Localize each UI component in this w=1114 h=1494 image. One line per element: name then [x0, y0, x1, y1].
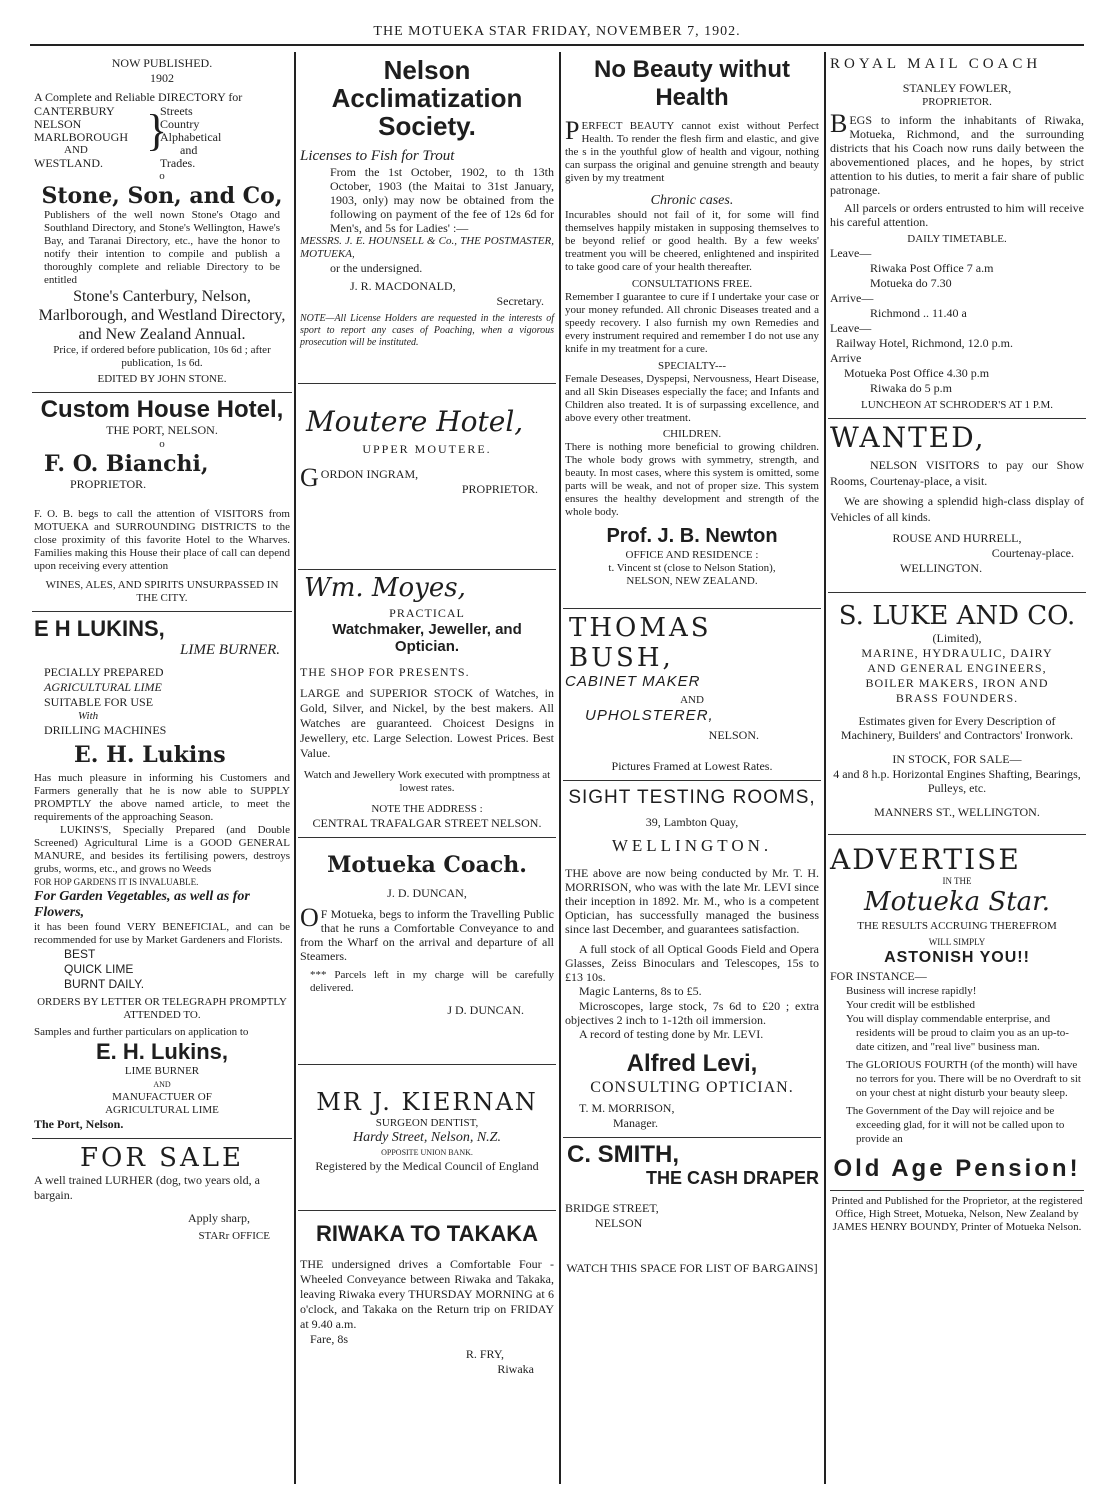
sight-record: A record of testing done by Mr. LEVI.: [579, 1027, 764, 1041]
advertise-results: THE RESULTS ACCRUING THEREFROM: [857, 920, 1057, 932]
society-body: From the 1st October, 1902, to th 13th October, 1903 (the Maitai to 31st January, 1903, only) may now be obtained from the following on payment of the fee of 12s 6d for Men's, and 5s for Ladies' :—: [330, 165, 554, 235]
bush-name: THOMAS BUSH,: [569, 613, 712, 673]
wanted-firm: ROUSE AND HURRELL,: [892, 531, 1022, 545]
kiernan-name: MR J. KIERNAN: [316, 1088, 538, 1116]
moyes-name: Wm. Moyes,: [304, 573, 466, 603]
luke-limited: (Limited),: [932, 631, 982, 645]
smith-title: THE CASH DRAPER: [645, 1168, 819, 1188]
luke-stock: IN STOCK, FOR SALE—: [892, 752, 1022, 766]
moyes-note: NOTE THE ADDRESS :: [371, 803, 483, 815]
kiernan-registered: Registered by the Medical Council of England: [315, 1159, 539, 1173]
smith-city: NELSON: [595, 1216, 643, 1230]
advertise-ad: [828, 835, 1086, 1240]
bush-pictures: Pictures Framed at Lowest Rates.: [611, 759, 773, 773]
riwaka-body: THE undersigned drives a Comfortable Four - Wheeled Conveyance between Riwaka and Takaka, leaving Riwaka every THURSDAY MORNING at 6 o'clock, and Takaka on the Return trip on FRIDAY at 9.40 a.m.: [300, 1257, 554, 1331]
coach-signature: J D. DUNCAN.: [447, 1003, 524, 1017]
riwaka-takaka-ad: [298, 1211, 556, 1383]
separator: o: [159, 438, 165, 450]
riwaka-heading: RIWAKA TO TAKAKA: [315, 1221, 539, 1246]
directory-editor: EDITED BY JOHN STONE.: [97, 373, 227, 385]
kiernan-title: SURGEON DENTIST,: [375, 1117, 479, 1129]
sight-micro: Microscopes, large stock, 7s 6d to £20 ; extra objectives 2 inch to 1-12th oil immersion.: [565, 999, 819, 1027]
proprietor-label: PROPRIETOR.: [70, 477, 147, 491]
smith-watch: WATCH THIS SPACE FOR LIST OF BARGAINS]: [566, 1261, 818, 1275]
lukins-subheading: LIME BURNER.: [180, 642, 280, 658]
acclimatization-ad: [298, 52, 556, 384]
kiernan-ad: [298, 1065, 556, 1211]
advertise-item: Your credit will be estblished: [846, 999, 976, 1011]
moutere-location: UPPER MOUTERE.: [362, 442, 492, 456]
masthead-rule: [30, 44, 1084, 46]
directory-body: Publishers of the well nown Stone's Otago and Southland Directory, and Stone's Wellington, Hawe's Bay, and Taranai Directory, etc., have the honor to notify their intention to compile and publish a thoroughly complete and reliable Directory to be entitled: [44, 209, 280, 286]
society-subheading: Licenses to Fish for Trout: [300, 148, 455, 164]
column-divider: [294, 52, 296, 1484]
society-secretary: J. R. MACDONALD,: [350, 279, 456, 293]
lukins-heading: E H LUKINS,: [34, 616, 165, 641]
luke-trade: MARINE, HYDRAULIC, DAIRY: [861, 646, 1053, 660]
moyes-practical: PRACTICAL: [389, 606, 465, 620]
sight-optician: Alfred Levi,: [626, 1050, 758, 1077]
lukins-garden: For Garden Vegetables, as well as for Flowers,: [34, 889, 250, 920]
lukins-ad: [32, 612, 292, 1139]
smith-ad: [563, 1138, 821, 1282]
advertise-item: The GLORIOUS FOURTH (of the month) will have no terrors for you. There will be no Overdraft to sit on your chest at night disturb your beauty sleep.: [846, 1059, 1081, 1099]
beauty-city: NELSON, NEW ZEALAND.: [626, 575, 758, 587]
column-3: [563, 52, 821, 1484]
lukins-garden-rest: it has been found VERY BENEFICIAL, and can be recommended for use by Market Gardeners and Florists.: [34, 921, 290, 946]
lukins-best: QUICK LIME: [64, 962, 134, 976]
timetable-luncheon: LUNCHEON AT SCHRODER'S AT 1 P.M.: [861, 399, 1053, 411]
moutere-owner: GORDON INGRAM,: [300, 463, 419, 492]
timetable-stop: Motueka do 7.30: [870, 276, 952, 290]
sight-optician-title: CONSULTING OPTICIAN.: [590, 1079, 794, 1096]
custom-house-ad: [32, 393, 292, 612]
column-4: [828, 52, 1086, 1484]
sight-address: 39, Lambton Quay,: [645, 815, 739, 829]
directory-year: 1902: [150, 71, 174, 85]
beauty-chronic: Chronic cases.: [650, 193, 734, 208]
coach-parcels: *** Parcels left in my charge will be carefully delivered.: [310, 969, 554, 994]
lukins-best: BURNT DAILY.: [64, 977, 145, 991]
moyes-work: Watch and Jewellery Work executed with promptness at lowest rates.: [303, 769, 551, 794]
wanted-body2: We are showing a splendid high-class display of Vehicles of all kinds.: [830, 494, 1084, 524]
advertise-pension: Old Age Pension!: [833, 1155, 1081, 1182]
coach-body: OF Motueka, begs to inform the Travelling Public that he runs a Comfortable Conveyance to and from the Wharf on the arrival and departure of all Steamers.: [300, 903, 554, 963]
lukins-signature: E. H. Lukins,: [95, 1039, 229, 1064]
sight-body: THE above are now being conducted by Mr. T. H. MORRISON, who was with the late Mr. LEVI since their inception in 1892. Mr. M., who is a competent Optician, has successfully managed the business since last December, and guarantees satisfaction.: [565, 866, 819, 936]
beauty-specialty-body: Female Deseases, Dyspepsi, Nervousness, Heart Disease, and all Skin Diseases especially the face; and Infants and Children also treated. It is of surpassing excellence, and above every other treatment.: [565, 373, 819, 424]
sight-testing-ad: [563, 781, 821, 1138]
smith-address: BRIDGE STREET,: [565, 1201, 659, 1215]
region: CANTERBURY: [34, 104, 115, 118]
timetable-stop: Motueka Post Office 4.30 p.m: [844, 366, 990, 380]
riwaka-place: Riwaka: [497, 1362, 534, 1376]
feature: Country: [160, 117, 200, 131]
column-divider: [824, 52, 826, 1484]
brace-glyph: }: [146, 106, 168, 155]
moutere-name: Moutere Hotel,: [306, 405, 524, 438]
advertise-will: WILL SIMPLY: [928, 937, 986, 947]
firm-name: Stone, Son, and Co,: [41, 183, 283, 209]
region: AND: [64, 144, 88, 156]
feature: Alphabetical: [160, 130, 222, 144]
society-note: NOTE—All License Holders are requested in the interests of sport to report any cases of Poaching, when a vigorous prosecution will be instituted.: [300, 313, 554, 348]
hotel-body: F. O. B. begs to call the attention of VISITORS from MOTUEKA and SURROUNDING DISTRICTS to the close proximity of this favorite Hotel to the Wharves. Families making this House their place of call can depend upon receiving every attention: [34, 508, 290, 572]
wanted-ad: [828, 419, 1086, 593]
wanted-heading: WANTED,: [830, 421, 986, 454]
lukins-footer: AND: [153, 1080, 171, 1089]
feature: and: [180, 143, 198, 157]
beauty-ad: [563, 52, 821, 609]
now-published: NOW PUBLISHED.: [111, 56, 213, 70]
hotel-location: THE PORT, NELSON.: [106, 423, 218, 437]
timetable-leave: Leave—: [830, 321, 872, 335]
lukins-line: DRILLING MACHINES: [44, 723, 167, 737]
sight-manager: T. M. MORRISON,: [579, 1101, 675, 1115]
wanted-street: Courtenay-place.: [991, 546, 1074, 560]
timetable-stop: Riwaka Post Office 7 a.m: [870, 261, 994, 275]
advertise-astonish: ASTONISH YOU!!: [884, 949, 1030, 966]
lukins-line: AGRICULTURAL LIME: [44, 680, 162, 694]
royal-mail-title: PROPRIETOR.: [922, 96, 992, 108]
timetable-arrive: Arrive: [830, 351, 862, 365]
luke-engines: 4 and 8 h.p. Horizontal Engines Shafting, Bearings, Pulleys, etc.: [833, 767, 1081, 795]
for-sale-apply: Apply sharp,: [188, 1211, 250, 1225]
region: NELSON: [34, 117, 82, 131]
lukins-body2: LUKINS'S, Specially Prepared (and Double Screened) Agricultural Lime is a GOOD GENERAL MANURE, and besides its fertilising powers, destroys grubs, worms, etc., and grows no Weeds: [34, 824, 290, 875]
lukins-body: Has much pleasure in informing his Customers and Farmers generally that he is now able to SUPPLY PROMPTLY the above named article, to meet the requirements of the approaching Season.: [34, 772, 290, 823]
riwaka-fare: Fare, 8s: [310, 1332, 348, 1346]
lukins-name: E. H. Lukins: [74, 742, 226, 768]
lukins-footer: LIME BURNER: [124, 1065, 200, 1077]
timetable-stop: Riwaka do 5 p.m: [870, 381, 952, 395]
directory-price: Price, if ordered before publication, 10s 6d ; after publication, 1s 6d.: [53, 344, 271, 369]
timetable-leave: Leave—: [830, 246, 872, 260]
beauty-consult: CONSULTATIONS FREE.: [631, 278, 753, 290]
advertise-item: Business will increse rapidly!: [846, 985, 977, 997]
beauty-children-body: There is nothing more beneficial to growing children. The whole body grows with symmetry, strength, and beauty. In most cases, where this system is omitted, some parts will be weak, and not of proper size. This system ensures the healthy development and strength of the whole body.: [565, 441, 819, 518]
lukins-footer: MANUFACTUER OF: [112, 1091, 212, 1103]
beauty-office-addr: t. Vincent st (close to Nelson Station),: [608, 562, 776, 574]
society-agents-tail: or the undersigned.: [330, 261, 423, 275]
moyes-address: CENTRAL TRAFALGAR STREET NELSON.: [312, 816, 542, 830]
timetable-stop: Richmond .. 11.40 a: [870, 306, 967, 320]
directory-regions: [34, 105, 290, 170]
lukins-best: BEST: [64, 947, 96, 961]
wanted-body: NELSON VISITORS to pay our Show Rooms, Courtenay-place, a visit.: [830, 458, 1084, 488]
lukins-hop: FOR HOP GARDENS IT IS INVALUABLE.: [34, 877, 199, 887]
lukins-line: With: [78, 710, 99, 722]
separator: o: [159, 170, 165, 182]
timetable: [830, 246, 1084, 396]
bush-ad: [563, 609, 821, 781]
beauty-heading: No Beauty withut Health: [594, 56, 790, 111]
advertise-in-the: IN THE: [942, 876, 972, 886]
feature: Streets: [160, 104, 193, 118]
beauty-chronic-body: Incurables should not fail of it, for some will find themselves happily mistaken in supposing themselves to be beyond relief or good health. By a few weeks' treatment you will be cheered, enlightened and inspirited to take good care of your health thereafter.: [565, 209, 819, 273]
sight-city: WELLINGTON.: [611, 836, 773, 855]
luke-ad: [828, 593, 1086, 835]
lukins-line: SUITABLE FOR USE: [44, 695, 154, 709]
beauty-body: PERFECT BEAUTY cannot exist without Perfect Health. To render the flesh firm and elastic, and give the s in the youthful glow of health and vigour, nothing can surpass the original and genuine strength and beauty given by my treatment: [565, 116, 819, 184]
masthead: THE MOTUEKA STAR FRIDAY, NOVEMBER 7, 1902.: [373, 24, 741, 39]
region: WESTLAND.: [34, 156, 103, 170]
society-agents: MESSRS. J. E. HOUNSELL & Co., THE POSTMASTER, MOTUEKA,: [300, 235, 554, 260]
for-sale-body: A well trained LURHER (dog, two years old, a bargain.: [34, 1173, 260, 1202]
society-secretary-title: Secretary.: [496, 294, 544, 308]
for-sale-heading: FOR SALE: [79, 1143, 245, 1173]
hotel-footer: WINES, ALES, AND SPIRITS UNSURPASSED IN THE CITY.: [45, 579, 279, 604]
for-sale-ad: [32, 1139, 292, 1249]
moyes-trade: Watchmaker, Jeweller, and Optician.: [332, 621, 522, 655]
bush-city: NELSON.: [708, 728, 759, 742]
smith-name: C. SMITH,: [567, 1141, 679, 1168]
lukins-line: PECIALLY PREPARED: [44, 665, 164, 679]
timetable-stop: Railway Hotel, Richmond, 12.0 p.m.: [836, 336, 1013, 350]
luke-trade: BOILER MAKERS, IRON AND: [865, 676, 1049, 690]
sight-manager-title: Manager.: [613, 1116, 658, 1130]
region: MARLBOROUGH: [34, 130, 129, 144]
royal-mail-owner: STANLEY FOWLER,: [902, 81, 1012, 95]
royal-mail-body: BEGS to inform the inhabitants of Riwaka, Motueka, Richmond, and the surrounding districts that his Coach now runs daily between the abovementioned places, and he hopes, by strict attention to his duties, to merit a fair share of public patronage.: [830, 109, 1084, 197]
sight-heading: SIGHT TESTING ROOMS,: [568, 787, 816, 808]
column-1: [32, 52, 292, 1484]
moutere-title: PROPRIETOR.: [461, 482, 538, 496]
moyes-ad: [298, 570, 556, 838]
feature: Trades.: [160, 156, 196, 170]
column-2: [298, 52, 556, 1484]
royal-mail-heading: ROYAL MAIL COACH: [830, 56, 1042, 72]
directory-intro: A Complete and Reliable DIRECTORY for: [34, 90, 243, 104]
royal-mail-parcels: All parcels or orders entrusted to him will receive his careful attention.: [830, 201, 1084, 229]
advertise-item: The Government of the Day will rejoice and be exceeding glad, for it will not be called upon to provide an: [846, 1105, 1065, 1145]
for-sale-office: STARr OFFICE: [198, 1230, 270, 1242]
lukins-place: The Port, Nelson.: [34, 1117, 124, 1131]
moyes-shop: THE SHOP FOR PRESENTS.: [300, 665, 470, 679]
beauty-specialty: SPECIALTY---: [657, 360, 727, 372]
wanted-city: WELLINGTON.: [900, 561, 983, 575]
riwaka-signature: R. FRY,: [465, 1347, 504, 1361]
timetable-arrive: Arrive—: [830, 291, 874, 305]
advertise-for-instance: FOR INSTANCE—: [830, 969, 927, 983]
kiernan-opposite: OPPOSITE UNION BANK.: [381, 1148, 473, 1157]
society-heading: Nelson Acclimatization Society.: [331, 55, 523, 141]
sight-stock: A full stock of all Optical Goods Field and Opera Glasses, Zeiss Binoculars and Telescopes, 15s to £13 10s.: [565, 942, 819, 984]
sight-lanterns: Magic Lanterns, 8s to £5.: [579, 984, 702, 998]
luke-trade: BRASS FOUNDERS.: [895, 691, 1019, 705]
bush-trade2: UPHOLSTERER,: [585, 707, 714, 724]
column-divider: [559, 52, 561, 1484]
beauty-doctor: Prof. J. B. Newton: [606, 525, 778, 547]
advertise-paper: Motueka Star.: [864, 887, 1050, 917]
coach-owner: J. D. DUNCAN,: [387, 886, 467, 900]
luke-heading: S. LUKE AND CO.: [838, 601, 1076, 631]
royal-mail-ad: [828, 52, 1086, 419]
timetable-heading: DAILY TIMETABLE.: [907, 233, 1007, 245]
coach-name: Motueka Coach.: [327, 852, 527, 878]
bush-trade: CABINET MAKER: [565, 673, 701, 690]
imprint: Printed and Published for the Proprietor, at the registered Office, High Street, Motueka, Nelson, New Zealand by JAMES HENRY BOUNDY, Printer of Motueka Nelson.: [831, 1195, 1083, 1233]
lukins-footer: AGRICULTURAL LIME: [105, 1104, 219, 1116]
directory-title: Stone's Canterbury, Nelson, Marlborough, and Westland Directory, and New Zealand Annual.: [38, 288, 286, 343]
lukins-orders: ORDERS BY LETTER OR TELEGRAPH PROMPTLY ATTENDED TO.: [37, 996, 287, 1021]
hotel-name: Custom House Hotel,: [40, 396, 284, 423]
advertise-heading: ADVERTISE: [830, 843, 1021, 876]
motueka-coach-ad: [298, 838, 556, 1065]
bush-and: AND: [680, 694, 704, 706]
beauty-children: CHILDREN.: [662, 428, 722, 440]
advertise-item: You will display commendable enterprise, and residents will be proud to claim you as an up-to-date citizen, and "real live" business man.: [846, 1013, 1069, 1053]
luke-trade: AND GENERAL ENGINEERS,: [867, 661, 1047, 675]
luke-estimates: Estimates given for Every Description of Machinery, Builders' and Contractors' Ironwork.: [840, 714, 1074, 742]
lukins-samples: Samples and further particulars on application to: [34, 1026, 249, 1038]
luke-address: MANNERS ST., WELLINGTON.: [874, 805, 1040, 819]
kiernan-address: Hardy Street, Nelson, N.Z.: [353, 1130, 501, 1145]
moutere-ad: [298, 384, 556, 570]
beauty-remember: Remember I guarantee to cure if I undertake your case or your money refunded. All chronic Diseases treated and a speedy recovery. I also furnish my own Remedies and every instrument required and remember I do not use any knife in my treatment for a cure.: [565, 291, 819, 355]
beauty-office: OFFICE AND RESIDENCE :: [625, 549, 759, 561]
moyes-body: LARGE and SUPERIOR STOCK of Watches, in Gold, Silver, and Nickel, by the best makers. All Watches are guaranteed. Choicest Designs in Jewellery, etc. Large Selection. Lowest Prices. Best Value.: [300, 686, 554, 760]
proprietor-name: F. O. Bianchi,: [44, 451, 209, 477]
directory-ad: [32, 52, 292, 393]
